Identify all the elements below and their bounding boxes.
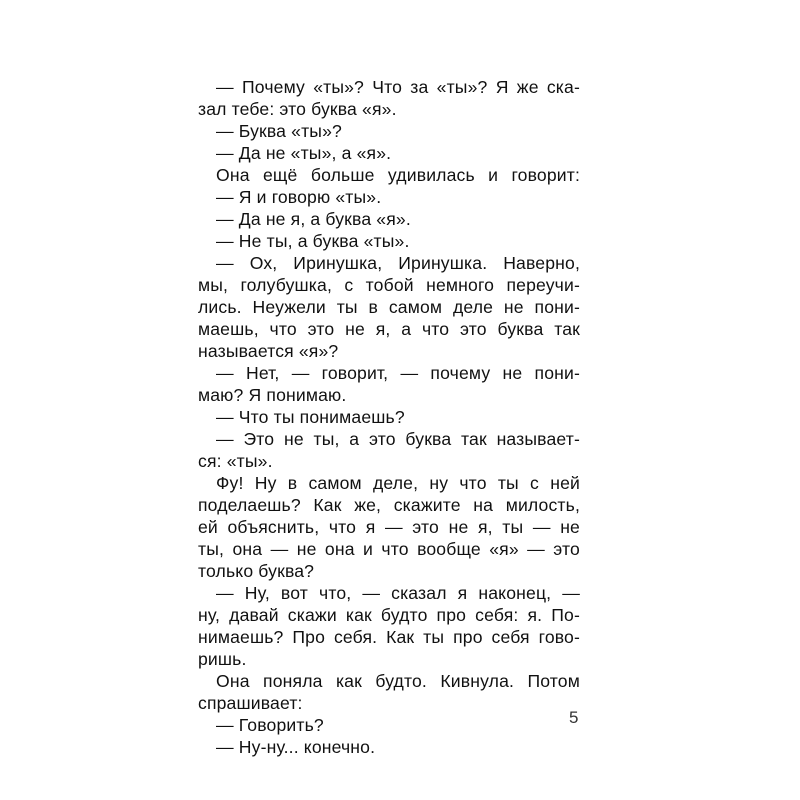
text-line: маю? Я понимаю.	[198, 385, 347, 405]
text-line: — Почему «ты»? Что за «ты»? Я же ска-	[216, 77, 580, 97]
text-line: ну, давай скажи как будто про себя: я. По-	[198, 605, 580, 625]
text-line: спрашивает:	[198, 693, 303, 713]
text-line: — Да не «ты», а «я».	[216, 143, 392, 163]
text-line: зал тебе: это буква «я».	[198, 99, 397, 119]
text-line: — Это не ты, а это буква так называет-	[216, 429, 580, 449]
text-line: — Да не я, а буква «я».	[216, 209, 411, 229]
text-line: — Говорить?	[216, 715, 324, 735]
text-line: — Ну-ну... конечно.	[216, 737, 376, 757]
text-line: лись. Неужели ты в самом деле не пони-	[198, 297, 580, 317]
text-line: мы, голубушка, с тобой немного переучи-	[198, 275, 580, 295]
text-line: маешь, что это не я, а что это буква так	[198, 319, 580, 339]
text-line: ришь.	[198, 649, 247, 669]
text-line: — Ох, Иринушка, Иринушка. Наверно,	[216, 253, 580, 273]
text-line: — Я и говорю «ты».	[216, 187, 382, 207]
text-line: — Что ты понимаешь?	[216, 407, 405, 427]
body-text	[198, 76, 580, 758]
text-line: — Ну, вот что, — сказал я наконец, —	[216, 583, 580, 603]
text-line: — Буква «ты»?	[216, 121, 342, 141]
text-line: называется «я»?	[198, 341, 339, 361]
text-line: Она поняла как будто. Кивнула. Потом	[216, 671, 580, 691]
page-number: 5	[569, 708, 579, 727]
text-line: только буква?	[198, 561, 315, 581]
text-line: Фу! Ну в самом деле, ну что ты с ней	[216, 473, 580, 493]
text-line: ей объяснить, что я — это не я, ты — не	[198, 517, 580, 537]
text-line: ся: «ты».	[198, 451, 273, 471]
text-line: — Не ты, а буква «ты».	[216, 231, 410, 251]
text-line: Она ещё больше удивилась и говорит:	[216, 165, 580, 185]
text-line: ты, она — не она и что вообще «я» — это	[198, 539, 580, 559]
text-line: поделаешь? Как же, скажите на милость,	[198, 495, 580, 515]
text-line: — Нет, — говорит, — почему не пони-	[216, 363, 580, 383]
text-line: нимаешь? Про себя. Как ты про себя гово-	[198, 627, 580, 647]
